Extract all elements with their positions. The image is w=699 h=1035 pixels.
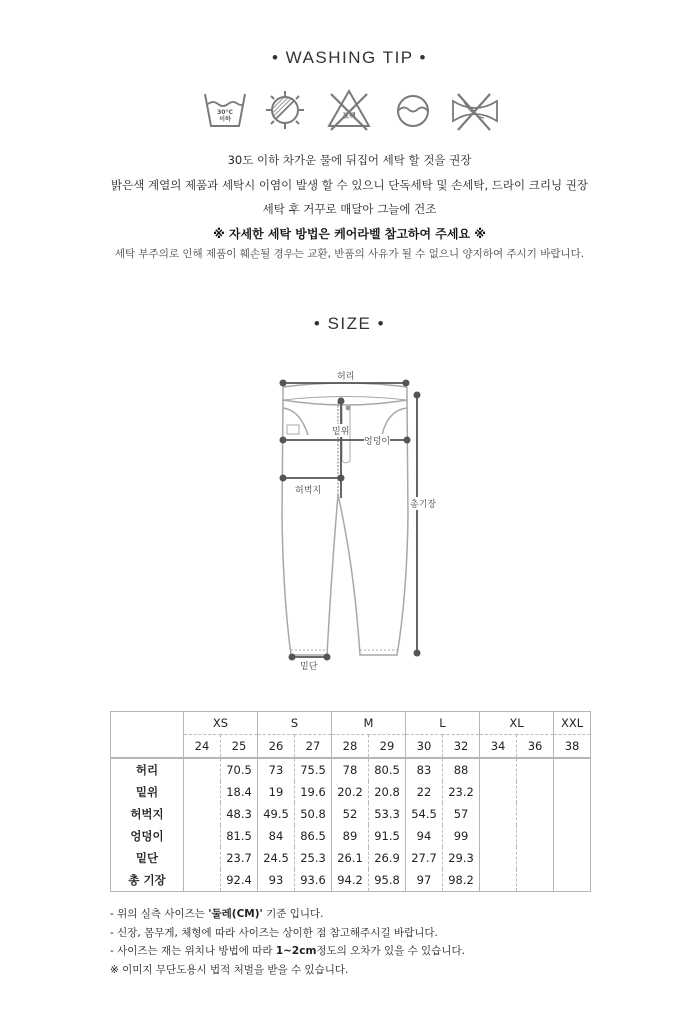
cell: 98.2 xyxy=(443,869,480,892)
cell: 23.7 xyxy=(221,847,258,869)
note-line-4: ※ 이미지 무단도용시 법적 처벌을 받을 수 있습니다. xyxy=(110,963,349,976)
row-label-thigh: 허벅지 xyxy=(130,807,164,821)
total-length-label: 총기장 xyxy=(410,497,436,510)
cell: 57 xyxy=(443,803,480,825)
size-number: 26 xyxy=(258,735,295,759)
cell xyxy=(480,869,517,892)
cell: 20.2 xyxy=(332,781,369,803)
svg-text:이하: 이하 xyxy=(219,116,231,123)
cell xyxy=(184,847,221,869)
size-number: 24 xyxy=(184,735,221,759)
gentle-wash-icon xyxy=(391,88,441,134)
cell: 20.8 xyxy=(369,781,406,803)
cell: 86.5 xyxy=(295,825,332,847)
table-row xyxy=(111,825,591,847)
note-emphasis: 1~2cm xyxy=(275,945,317,957)
cell: 50.8 xyxy=(295,803,332,825)
note-text: 기준 입니다. xyxy=(262,908,324,920)
thigh-label: 허벅지 xyxy=(295,483,321,496)
cell: 19 xyxy=(258,781,295,803)
table-row xyxy=(111,781,591,803)
cell xyxy=(184,869,221,892)
cell: 93.6 xyxy=(295,869,332,892)
size-group-s: S xyxy=(258,712,332,735)
cell xyxy=(480,781,517,803)
cell: 27.7 xyxy=(406,847,443,869)
cell: 22 xyxy=(406,781,443,803)
cell xyxy=(480,758,517,781)
svg-text:표백: 표백 xyxy=(342,112,356,120)
cell xyxy=(517,825,554,847)
size-number: 25 xyxy=(221,735,258,759)
size-number: 34 xyxy=(480,735,517,759)
cell: 54.5 xyxy=(406,803,443,825)
size-number: 29 xyxy=(369,735,406,759)
washing-tip-line-1: 30도 이하 차가운 물에 뒤집어 세탁 할 것을 권장 xyxy=(227,153,472,167)
size-title: • SIZE • xyxy=(313,314,386,333)
hem-label: 밑단 xyxy=(300,662,318,672)
rise-label: 밑위 xyxy=(332,424,349,437)
cell xyxy=(517,869,554,892)
waist-label: 허리 xyxy=(337,369,354,382)
note-text: - 사이즈는 재는 위치나 방법에 따라 xyxy=(110,945,276,957)
row-label-rise: 밑위 xyxy=(135,785,159,799)
note-emphasis: '둘레(CM)' xyxy=(208,908,263,920)
cell xyxy=(554,758,591,781)
cell: 26.1 xyxy=(332,847,369,869)
no-bleach-icon xyxy=(325,88,375,134)
table-row xyxy=(111,803,591,825)
pants-measurement-diagram xyxy=(270,365,437,675)
washing-tip-line-3: 세탁 후 거꾸로 매달아 그늘에 건조 xyxy=(262,202,437,216)
size-group-xs: XS xyxy=(184,712,258,735)
pants-outline-icon xyxy=(270,365,430,675)
size-notes xyxy=(110,905,465,979)
cell: 80.5 xyxy=(369,758,406,781)
cell xyxy=(184,803,221,825)
row-label-hip: 엉덩이 xyxy=(130,829,164,843)
note-line-1 xyxy=(110,905,465,924)
cell: 53.3 xyxy=(369,803,406,825)
size-number: 30 xyxy=(406,735,443,759)
size-number: 32 xyxy=(443,735,480,759)
size-group-l: L xyxy=(406,712,480,735)
cell: 84 xyxy=(258,825,295,847)
cell: 92.4 xyxy=(221,869,258,892)
cell xyxy=(517,781,554,803)
cell: 49.5 xyxy=(258,803,295,825)
note-line-3 xyxy=(110,942,465,961)
row-label-hem: 밑단 xyxy=(135,851,159,865)
cell: 19.6 xyxy=(295,781,332,803)
cell: 18.4 xyxy=(221,781,258,803)
cell: 94.2 xyxy=(332,869,369,892)
cell: 81.5 xyxy=(221,825,258,847)
no-wring-icon xyxy=(450,88,500,134)
cell: 25.3 xyxy=(295,847,332,869)
table-row xyxy=(111,869,591,892)
note-text: - 위의 실측 사이즈는 xyxy=(110,908,209,920)
cell: 78 xyxy=(332,758,369,781)
svg-text:30°C: 30°C xyxy=(217,109,233,116)
cell: 70.5 xyxy=(221,758,258,781)
cell: 24.5 xyxy=(258,847,295,869)
cell xyxy=(184,781,221,803)
cell xyxy=(184,758,221,781)
table-row xyxy=(111,758,591,781)
cell xyxy=(517,803,554,825)
cell xyxy=(554,847,591,869)
cell: 97 xyxy=(406,869,443,892)
cell: 73 xyxy=(258,758,295,781)
cell xyxy=(480,847,517,869)
cell: 99 xyxy=(443,825,480,847)
size-number: 38 xyxy=(554,735,591,759)
cell xyxy=(554,869,591,892)
cell: 23.2 xyxy=(443,781,480,803)
washing-tip-title: • WASHING TIP • xyxy=(272,48,427,67)
cell xyxy=(480,825,517,847)
size-number: 28 xyxy=(332,735,369,759)
cell xyxy=(480,803,517,825)
cell: 91.5 xyxy=(369,825,406,847)
size-table xyxy=(110,711,591,892)
cell: 29.3 xyxy=(443,847,480,869)
no-direct-sun-icon xyxy=(263,88,313,134)
hip-label: 엉덩이 xyxy=(364,434,390,447)
cell xyxy=(184,825,221,847)
cell: 89 xyxy=(332,825,369,847)
cell: 93 xyxy=(258,869,295,892)
size-group-xl: XL xyxy=(480,712,554,735)
cell: 75.5 xyxy=(295,758,332,781)
row-label-total-length: 총 기장 xyxy=(128,873,166,887)
cell: 88 xyxy=(443,758,480,781)
note-text: 정도의 오차가 있을 수 있습니다. xyxy=(316,945,465,957)
cell xyxy=(554,825,591,847)
cell: 48.3 xyxy=(221,803,258,825)
care-label-notice: ※ 자세한 세탁 방법은 케어라벨 참고하여 주세요 ※ xyxy=(213,227,486,241)
cell xyxy=(517,758,554,781)
cell xyxy=(554,803,591,825)
cell: 94 xyxy=(406,825,443,847)
size-number: 27 xyxy=(295,735,332,759)
washing-disclaimer: 세탁 부주의로 인해 제품이 훼손될 경우는 교환, 반품의 사유가 될 수 없으니 양지하여 주시기 바랍니다. xyxy=(114,248,585,260)
size-number: 36 xyxy=(517,735,554,759)
cell: 95.8 xyxy=(369,869,406,892)
cell xyxy=(517,847,554,869)
table-corner-cell xyxy=(111,712,184,759)
size-group-xxl: XXL xyxy=(554,712,591,735)
cell: 52 xyxy=(332,803,369,825)
row-label-waist: 허리 xyxy=(135,763,159,777)
note-line-2: - 신장, 몸무게, 체형에 따라 사이즈는 상이한 점 참고해주시길 바랍니다. xyxy=(110,926,438,939)
cell: 83 xyxy=(406,758,443,781)
table-row xyxy=(111,847,591,869)
washing-tip-line-2: 밝은색 계열의 제품과 세탁시 이염이 발생 할 수 있으니 단독세탁 및 손세탁, 드라이 크리닝 권장 xyxy=(111,178,588,192)
cell xyxy=(554,781,591,803)
care-icons xyxy=(0,88,699,134)
size-group-m: M xyxy=(332,712,406,735)
cell: 26.9 xyxy=(369,847,406,869)
wash-30c-icon xyxy=(201,88,251,134)
